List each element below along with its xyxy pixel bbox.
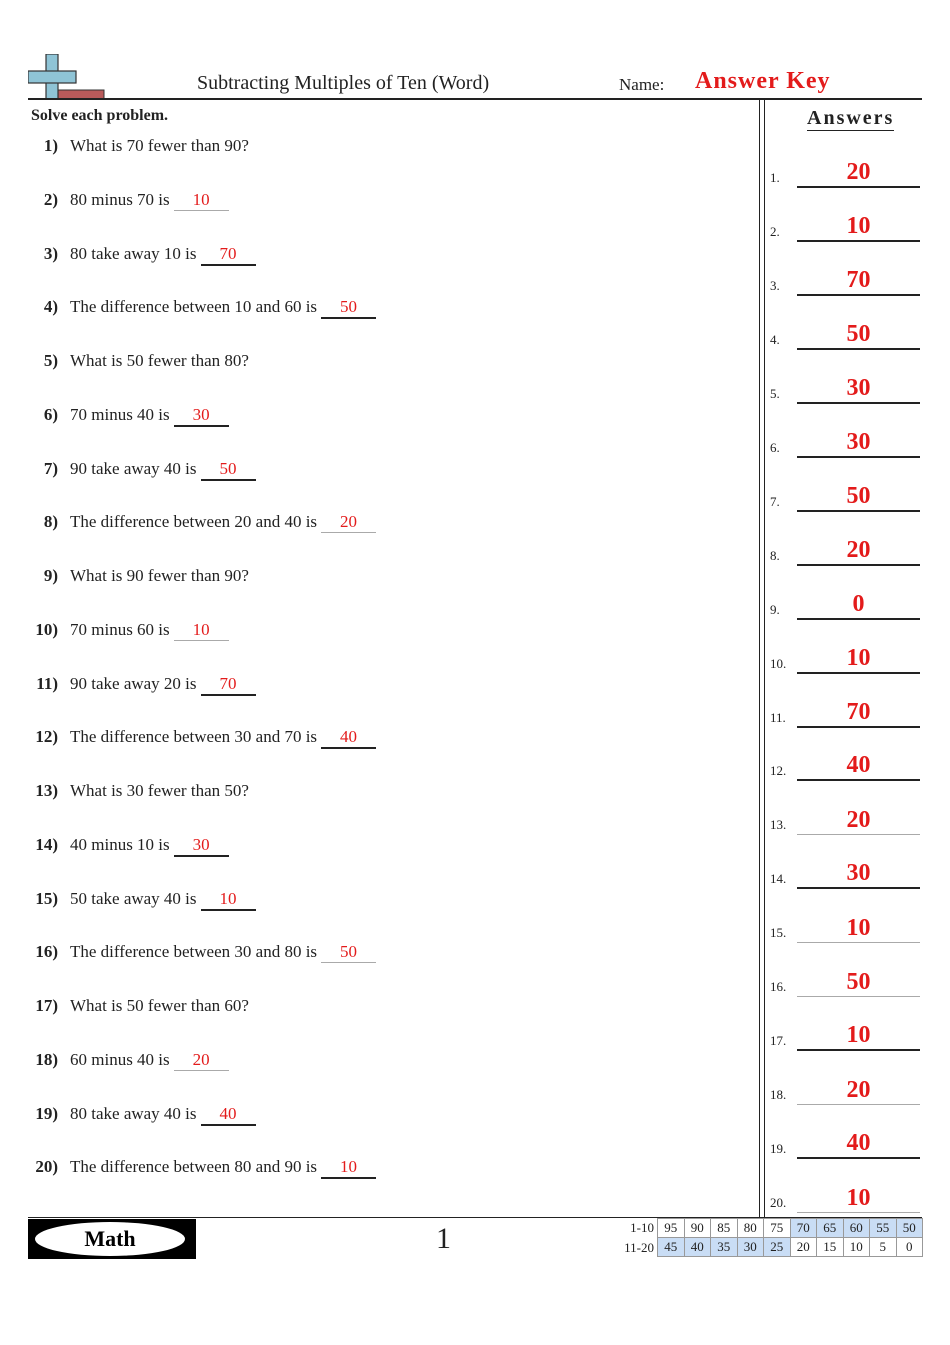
problem-text-wrap — [70, 405, 229, 427]
problem-text: 50 take away 40 is — [70, 888, 197, 908]
answers-divider-inner — [764, 100, 765, 1218]
answer-value: 50 — [797, 482, 920, 512]
problem-number: 4) — [43, 297, 58, 317]
problem-number: 13) — [35, 781, 58, 800]
page-number: 1 — [436, 1222, 451, 1255]
answer-row — [770, 374, 920, 404]
score-cell: 85 — [711, 1219, 738, 1238]
answer-number: 10. — [770, 655, 787, 671]
problem-number: 15) — [35, 888, 58, 908]
score-row — [658, 1219, 923, 1238]
problem-number: 6) — [43, 404, 58, 424]
answer-blank[interactable]: 10 — [321, 1157, 376, 1179]
problem-text: 80 take away 10 is — [70, 243, 197, 263]
answer-number: 8. — [770, 547, 780, 563]
problem-text-wrap — [70, 1157, 376, 1179]
score-cell: 40 — [684, 1238, 711, 1257]
problem-text: The difference between 30 and 70 is — [70, 727, 318, 747]
answer-blank[interactable]: 40 — [321, 727, 376, 749]
problem-text-wrap — [70, 674, 256, 696]
answer-row — [770, 913, 920, 943]
score-cell: 90 — [684, 1219, 711, 1238]
answer-value: 10 — [797, 212, 920, 242]
answer-row — [770, 482, 920, 512]
answer-number: 4. — [770, 331, 780, 347]
problem-text: 70 minus 60 is — [70, 619, 170, 639]
answer-number: 18. — [770, 1087, 787, 1103]
answer-row — [770, 644, 920, 674]
answer-row — [770, 698, 920, 728]
answer-blank[interactable]: 50 — [201, 459, 256, 481]
answer-value: 0 — [797, 590, 920, 620]
answer-number: 1. — [770, 170, 780, 185]
answer-row — [770, 1183, 920, 1213]
answer-row — [770, 1021, 920, 1051]
answer-number: 9. — [770, 601, 780, 617]
answer-number: 2. — [770, 223, 780, 239]
score-cell: 95 — [658, 1219, 685, 1238]
answer-value: 30 — [797, 428, 920, 458]
problem-text: The difference between 30 and 80 is — [70, 942, 318, 962]
answer-number: 17. — [770, 1033, 787, 1049]
problem-text-wrap — [70, 1050, 229, 1071]
score-cell: 65 — [817, 1219, 844, 1238]
problem-text: 90 take away 40 is — [70, 458, 197, 478]
score-row — [658, 1238, 923, 1257]
score-cell: 5 — [870, 1238, 897, 1257]
score-cell: 25 — [764, 1238, 791, 1257]
score-cell: 75 — [764, 1219, 791, 1238]
answer-number: 12. — [770, 763, 787, 779]
answer-value: 10 — [797, 644, 920, 674]
problem-number: 5) — [43, 351, 58, 370]
score-cell: 80 — [737, 1219, 764, 1238]
answer-row — [770, 590, 920, 620]
answer-value: 20 — [797, 158, 920, 188]
problem-text: 80 minus 70 is — [70, 189, 170, 209]
answer-row — [770, 266, 920, 296]
answer-row — [770, 967, 920, 997]
problem-number: 16) — [35, 942, 58, 962]
problem-text-wrap — [70, 942, 376, 963]
problem-number: 14) — [35, 834, 58, 854]
answer-value: 20 — [797, 1076, 920, 1105]
problem-text: 60 minus 40 is — [70, 1049, 170, 1069]
problem-text-wrap — [70, 512, 376, 533]
answer-blank[interactable]: 50 — [321, 942, 376, 963]
problem-text-wrap — [70, 1104, 256, 1126]
score-cell: 60 — [843, 1219, 870, 1238]
problem-number: 11) — [36, 673, 58, 693]
answer-number: 19. — [770, 1141, 787, 1157]
score-row-label: 1-10 — [630, 1220, 654, 1235]
answer-blank[interactable]: 30 — [174, 405, 229, 427]
answer-row — [770, 805, 920, 835]
problem-number: 1) — [43, 136, 58, 155]
answer-blank[interactable]: 50 — [321, 297, 376, 319]
answer-value: 70 — [797, 266, 920, 296]
problem-number: 9) — [43, 566, 58, 585]
problem-text-wrap — [70, 996, 249, 1016]
answer-number: 5. — [770, 385, 780, 401]
answers-title: Answers — [807, 107, 895, 129]
problem-text: What is 50 fewer than 60? — [70, 996, 249, 1015]
score-cell: 20 — [790, 1238, 817, 1257]
instructions: Solve each problem. — [31, 107, 169, 124]
problem-number: 7) — [43, 458, 58, 478]
score-cell: 10 — [843, 1238, 870, 1257]
name-label: Name: — [619, 75, 665, 94]
answer-value: 20 — [797, 536, 920, 566]
answer-number: 14. — [770, 871, 787, 887]
answer-blank[interactable]: 20 — [174, 1050, 229, 1071]
answer-value: 40 — [797, 1129, 920, 1159]
problem-text: 70 minus 40 is — [70, 404, 170, 424]
answer-value: 30 — [797, 374, 920, 404]
answer-number: 13. — [770, 817, 787, 833]
answer-row — [770, 1129, 920, 1159]
answer-blank[interactable]: 30 — [174, 835, 229, 857]
score-cell: 45 — [658, 1238, 685, 1257]
problem-text: 40 minus 10 is — [70, 834, 170, 854]
answer-value: 30 — [797, 859, 920, 889]
math-badge — [28, 1219, 196, 1259]
problem-number: 8) — [43, 512, 58, 532]
score-cell: 0 — [896, 1238, 923, 1257]
score-row-labels — [612, 1218, 654, 1258]
score-cell: 55 — [870, 1219, 897, 1238]
score-cell: 50 — [896, 1219, 923, 1238]
problem-text-wrap — [70, 459, 256, 481]
problem-number: 19) — [35, 1103, 58, 1123]
answer-value: 70 — [797, 698, 920, 728]
problem-text-wrap — [70, 889, 256, 911]
answer-number: 16. — [770, 979, 787, 995]
problem-text-wrap — [70, 566, 249, 586]
answer-value: 10 — [797, 1021, 920, 1051]
answers-divider — [759, 100, 760, 1218]
score-cell: 30 — [737, 1238, 764, 1257]
answer-row — [770, 859, 920, 889]
score-cell: 15 — [817, 1238, 844, 1257]
header-divider — [28, 98, 922, 100]
score-table — [657, 1218, 923, 1257]
answer-number: 6. — [770, 439, 780, 455]
problem-number: 18) — [35, 1049, 58, 1069]
problem-text: The difference between 20 and 40 is — [70, 512, 318, 532]
problem-text: What is 90 fewer than 90? — [70, 566, 249, 585]
problem-text-wrap — [70, 727, 376, 749]
answer-value: 50 — [797, 968, 920, 997]
score-cell: 35 — [711, 1238, 738, 1257]
problem-text-wrap — [70, 351, 249, 371]
answer-blank[interactable]: 70 — [201, 674, 256, 696]
answer-blank[interactable]: 20 — [321, 512, 376, 533]
problem-number: 12) — [35, 727, 58, 747]
answer-row — [770, 536, 920, 566]
math-badge-label: Math — [84, 1226, 136, 1251]
answer-blank[interactable]: 70 — [201, 244, 256, 266]
answer-number: 15. — [770, 925, 787, 941]
problem-text: What is 30 fewer than 50? — [70, 781, 249, 800]
problem-text-wrap — [70, 190, 229, 211]
problem-number: 3) — [43, 243, 58, 263]
problem-text-wrap — [70, 244, 256, 266]
score-row-label: 11-20 — [624, 1240, 654, 1255]
answer-row — [770, 428, 920, 458]
problem-text: 80 take away 40 is — [70, 1103, 197, 1123]
answer-row — [770, 751, 920, 781]
answer-key-label: Answer Key — [695, 68, 831, 94]
problem-text-wrap — [70, 781, 249, 801]
answer-blank[interactable]: 40 — [201, 1104, 256, 1126]
answer-row — [770, 320, 920, 350]
problem-text-wrap — [70, 835, 229, 857]
problem-text: 90 take away 20 is — [70, 673, 197, 693]
answer-blank[interactable]: 10 — [201, 889, 256, 911]
problem-number: 10) — [35, 619, 58, 639]
worksheet-title: Subtracting Multiples of Ten (Word) — [197, 72, 490, 94]
answer-number: 20. — [770, 1195, 787, 1211]
answer-number: 11. — [770, 709, 786, 725]
answer-value: 10 — [797, 914, 920, 943]
answer-value: 20 — [797, 806, 920, 835]
problem-text-wrap — [70, 297, 376, 319]
problem-text: What is 70 fewer than 90? — [70, 136, 249, 155]
problem-text: The difference between 80 and 90 is — [70, 1157, 318, 1177]
problem-number: 17) — [35, 996, 58, 1015]
score-cell: 70 — [790, 1219, 817, 1238]
problem-number: 20) — [35, 1157, 58, 1177]
problem-number: 2) — [43, 189, 58, 209]
answer-row — [770, 1075, 920, 1105]
answer-value: 50 — [797, 320, 920, 350]
answer-value: 10 — [797, 1184, 920, 1213]
answer-value: 40 — [797, 751, 920, 781]
answer-number: 3. — [770, 277, 780, 293]
answer-row — [770, 158, 920, 188]
problem-text-wrap — [70, 136, 249, 156]
problem-text: What is 50 fewer than 80? — [70, 351, 249, 370]
answer-blank[interactable]: 10 — [174, 620, 229, 641]
answer-row — [770, 212, 920, 242]
answer-blank[interactable]: 10 — [174, 190, 229, 211]
answer-number: 7. — [770, 493, 780, 509]
problem-text-wrap — [70, 620, 229, 641]
problem-text: The difference between 10 and 60 is — [70, 297, 318, 317]
plus-logo-icon — [28, 54, 106, 100]
